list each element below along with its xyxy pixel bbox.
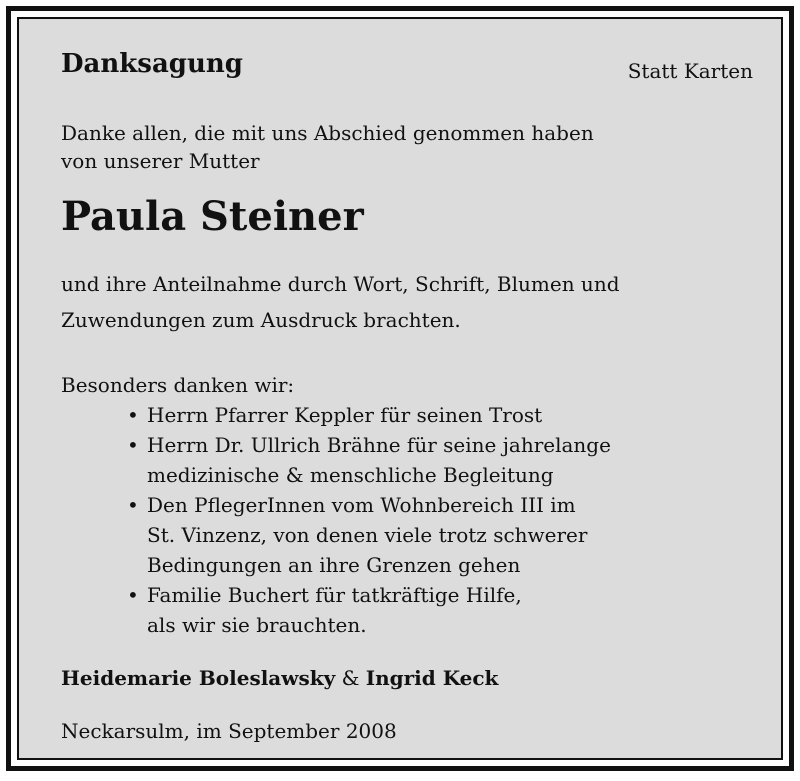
list-item-line: medizinische & menschliche Begleitung [147,463,554,487]
thanks-list [127,400,611,640]
list-item [127,430,611,490]
intro-text [61,119,594,175]
list-item-line: Bedingungen an ihre Grenzen gehen [147,553,521,577]
thanks-text [61,266,620,338]
intro-line-1: Danke allen, die mit uns Abschied genommen haben [61,121,594,145]
bullet-icon: • [127,433,139,457]
notice-outer-frame [6,6,794,771]
statt-karten-label: Statt Karten [627,59,753,83]
thanks-line-2: Zuwendungen zum Ausdruck brachten. [61,308,461,332]
list-item-line: Herrn Pfarrer Keppler für seinen Trost [147,403,543,427]
place-date: Neckarsulm, im September 2008 [61,719,397,743]
besonders-heading: Besonders danken wir: [61,373,295,397]
intro-line-2: von unserer Mutter [61,149,260,173]
signer-2: Ingrid Keck [365,666,499,690]
notice-inner-frame [17,17,783,760]
list-item-line: St. Vinzenz, von denen viele trotz schwerer [147,523,588,547]
thanks-line-1: und ihre Anteilnahme durch Wort, Schrift, Blumen und [61,272,620,296]
list-item-line: Herrn Dr. Ullrich Brähne für seine jahrelange [147,433,611,457]
list-item-line: Familie Buchert für tatkräftige Hilfe, [147,583,522,607]
deceased-name: Paula Steiner [61,193,364,240]
notice-heading: Danksagung [61,49,243,79]
signers [61,664,498,692]
bullet-icon: • [127,403,139,427]
list-item-line: Den PflegerInnen vom Wohnbereich III im [147,493,576,517]
list-item [127,580,611,640]
signer-join: & [335,666,366,690]
bullet-icon: • [127,583,139,607]
list-item-line: als wir sie brauchten. [147,613,367,637]
bullet-icon: • [127,493,139,517]
list-item [127,490,611,580]
notice-content [19,19,781,758]
list-item [127,400,611,430]
signer-1: Heidemarie Boleslawsky [61,666,336,690]
